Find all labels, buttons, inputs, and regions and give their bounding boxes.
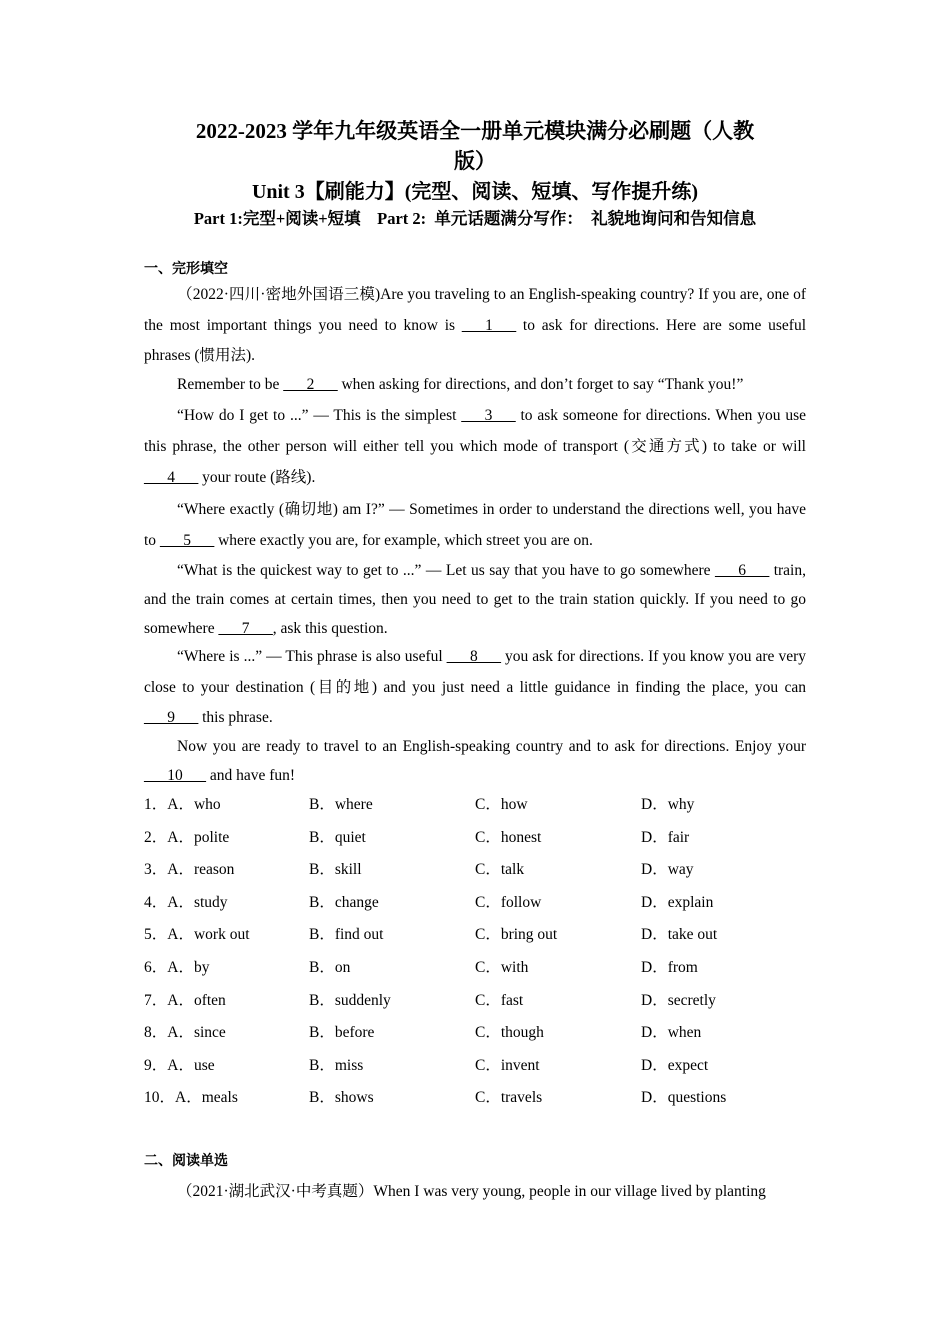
- question-option-d: D．expect: [641, 1057, 709, 1074]
- title-line-1-end: 版）: [454, 149, 496, 173]
- question-option-a: 2．A．polite: [144, 829, 230, 846]
- question-option-a: 4．A．study: [144, 894, 228, 911]
- question-option-d: D．questions: [641, 1089, 727, 1106]
- question-option-c: C．invent: [475, 1057, 540, 1074]
- question-option-c: C．how: [475, 796, 528, 813]
- question-option-b: B．where: [309, 796, 373, 813]
- section-heading-cloze: 一、完形填空: [144, 261, 228, 277]
- question-option-b: B．miss: [309, 1057, 364, 1074]
- blank-9: ___9___: [144, 709, 199, 726]
- question-option-a: 3．A．reason: [144, 861, 235, 878]
- question-option-b: B．skill: [309, 861, 362, 878]
- question-option-c: C．fast: [475, 992, 524, 1009]
- question-option-d: D．fair: [641, 829, 690, 846]
- question-row: [144, 1083, 806, 1113]
- question-row: [144, 1018, 806, 1048]
- blank-6: ___6___: [715, 562, 770, 579]
- question-row: [144, 888, 806, 918]
- section-heading-reading: 二、阅读单选: [144, 1153, 228, 1169]
- blank-5: ___5___: [159, 532, 215, 549]
- question-row: [144, 823, 806, 853]
- title-line-1: 2022-2023 学年九年级英语全一册单元模块满分必刷题（人教: [195, 119, 755, 143]
- question-option-c: C．with: [475, 959, 529, 976]
- question-option-a: 8．A．since: [144, 1024, 226, 1041]
- question-option-b: B．shows: [309, 1089, 374, 1106]
- question-option-d: D．from: [641, 959, 698, 976]
- question-option-b: B．change: [309, 894, 379, 911]
- blank-2: ___2___: [283, 376, 338, 393]
- question-option-a: 9．A．use: [144, 1057, 215, 1074]
- question-row: [144, 953, 806, 983]
- cloze-paragraph-5: “What is the quickest way to get to ...” — Let us say that you have to go somewhere ___6___ train, and the train comes at certain times, then you need to get to the train station quickly. If you need to go somewhere ___7___, ask this question.: [144, 562, 806, 637]
- cloze-paragraph-3: “How do I get to ...” — This is the simplest ___3___ to ask someone for directions. When you use this phrase, the other person will either tell you which mode of transport (交通方式) to take or will ___4___ your route (路线).: [144, 407, 806, 486]
- question-option-c: C．though: [475, 1024, 544, 1041]
- blank-10: ___10___: [144, 767, 206, 784]
- question-option-b: B．quiet: [309, 829, 366, 846]
- cloze-paragraph-7: Now you are ready to travel to an English-speaking country and to ask for directions. Enjoy your ___10___ and have fun!: [144, 738, 806, 784]
- document-title: [144, 116, 806, 176]
- question-option-c: C．talk: [475, 861, 525, 878]
- question-option-c: C．travels: [475, 1089, 543, 1106]
- question-row: [144, 920, 806, 950]
- question-row: [144, 790, 806, 820]
- question-option-a: 6．A．by: [144, 959, 210, 976]
- question-option-c: C．honest: [475, 829, 542, 846]
- question-option-d: D．when: [641, 1024, 702, 1041]
- cloze-paragraph-6: “Where is ...” — This phrase is also useful ___8___ you ask for directions. If you know you are very close to your destination (目的地) and you just need a little guidance in finding the place, you can ___9___ this phrase.: [144, 648, 806, 726]
- question-option-c: C．bring out: [475, 926, 558, 943]
- reading-paragraph-1: （2021·湖北武汉·中考真题）When I was very young, people in our village lived by planting: [177, 1183, 766, 1200]
- question-option-b: B．on: [309, 959, 351, 976]
- blank-4: ___4___: [144, 469, 199, 486]
- question-option-a: 5．A．work out: [144, 926, 250, 943]
- blank-8: ___8___: [446, 648, 501, 665]
- question-row: [144, 986, 806, 1016]
- question-option-d: D．way: [641, 861, 694, 878]
- unit-title: Unit 3【刷能力】(完型、阅读、短填、写作提升练): [251, 181, 699, 203]
- question-option-a: 10．A．meals: [144, 1089, 238, 1106]
- blank-1: ___1___: [461, 316, 517, 334]
- question-option-b: B．find out: [309, 926, 384, 943]
- blank-3: ___3___: [461, 407, 516, 424]
- parts-subtitle: Part 1:完型+阅读+短填 Part 2: 单元话题满分写作： 礼貌地询问和告知信息: [193, 209, 757, 228]
- question-row: [144, 855, 806, 885]
- cloze-paragraph-2: Remember to be ___2___ when asking for directions, and don’t forget to say “Thank you!”: [177, 376, 744, 393]
- cloze-paragraph-1: （2022·四川·密地外国语三模)Are you traveling to an English-speaking country? If you are, one of the most important things you need to know is ___1___ to ask for directions. Here are some useful phrases (惯用法).: [144, 286, 807, 364]
- question-option-c: C．follow: [475, 894, 542, 911]
- blank-7: ___7___: [218, 620, 273, 637]
- question-option-d: D．take out: [641, 926, 718, 943]
- question-option-a: 7．A．often: [144, 992, 226, 1009]
- question-option-b: B．suddenly: [309, 992, 391, 1009]
- question-option-a: 1．A．who: [144, 796, 221, 813]
- question-row: [144, 1051, 806, 1081]
- question-option-d: D．why: [641, 796, 695, 813]
- cloze-paragraph-4: “Where exactly (确切地) am I?” — Sometimes in order to understand the directions well, you have to ___5___ where exactly you are, for example, which street you are on.: [144, 501, 806, 549]
- question-option-d: D．explain: [641, 894, 714, 911]
- question-option-d: D．secretly: [641, 992, 716, 1009]
- question-option-b: B．before: [309, 1024, 375, 1041]
